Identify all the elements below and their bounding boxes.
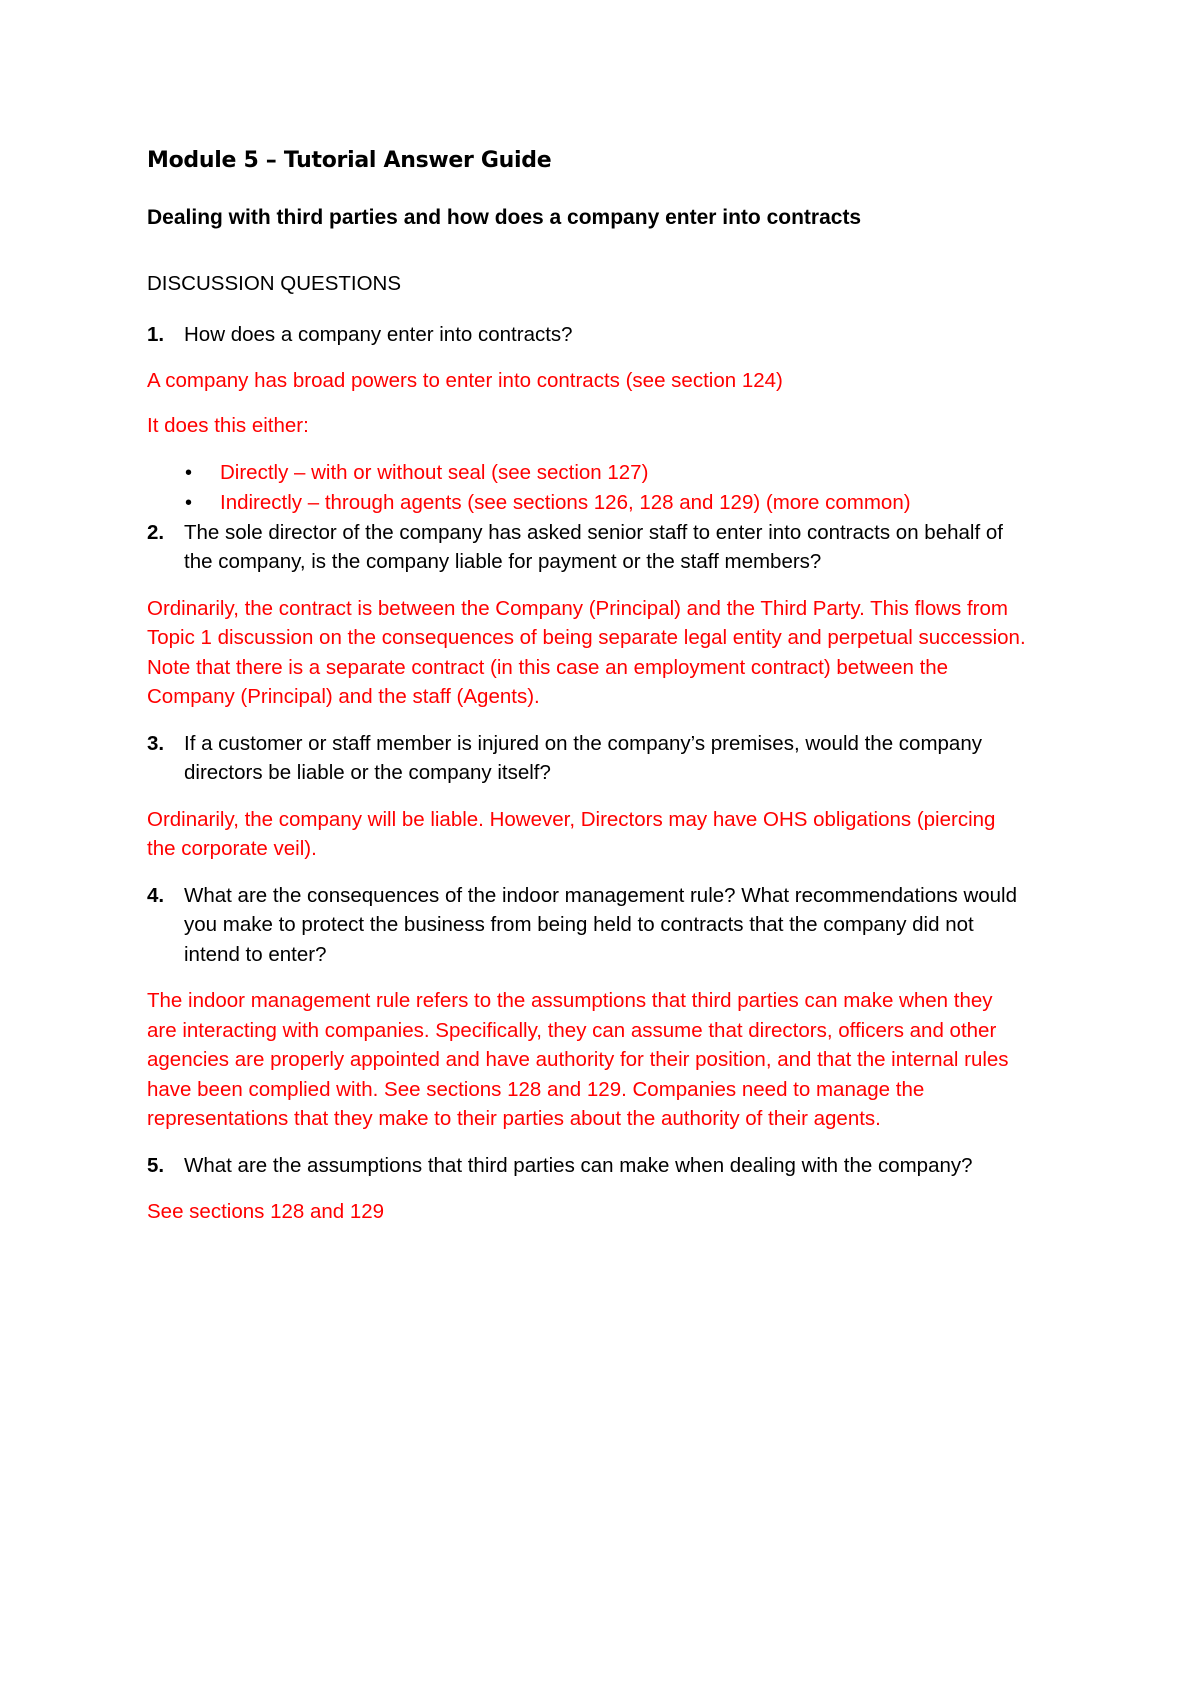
question-number: 5. [147,1153,165,1177]
question-number: 2. [147,520,165,544]
question-4 [147,881,1027,970]
question-5 [147,1151,1027,1181]
question-text: How does a company enter into contracts? [184,323,573,346]
question-text: If a customer or staff member is injured on the company’s premises, would the company directors be liable or the company itself? [184,731,982,784]
bullet-text: Directly – with or without seal (see section 127) [220,460,649,484]
question-text: What are the consequences of the indoor management rule? What recommendations would you make to protect the business from being held to contracts that the company did not intend to enter? [184,883,1018,966]
bullet-list [147,458,1027,518]
document-title: Module 5 – Tutorial Answer Guide [147,148,552,173]
question-number: 4. [147,883,165,907]
answer-4: The indoor management rule refers to the assumptions that third parties can make when they are interacting with companies. Specifically, they can assume that directors, officers and other agencies are properly appointed and have authority for their position, and that the internal rules have been complied with. See sections 128 and 129. Companies need to manage the representations that they make to their parties about the authority of their agents. [147,989,1009,1130]
bullet-icon: • [185,461,193,484]
list-item [147,458,1027,488]
document-page [147,146,1027,1227]
answer-5: See sections 128 and 129 [147,1200,385,1223]
question-1 [147,320,1027,350]
answer-1a: A company has broad powers to enter into contracts (see section 124) [147,368,783,392]
document-subtitle: Dealing with third parties and how does a company enter into contracts [147,206,862,229]
question-2 [147,518,1027,577]
question-number: 3. [147,731,165,755]
question-text: What are the assumptions that third parties can make when dealing with the company? [184,1153,973,1177]
answer-1b: It does this either: [147,414,309,437]
bullet-text: Indirectly – through agents (see sections 126, 128 and 129) (more common) [220,490,911,514]
question-3 [147,729,1027,788]
section-heading: DISCUSSION QUESTIONS [147,272,402,295]
bullet-icon: • [185,491,193,514]
question-number: 1. [147,323,165,346]
answer-3: Ordinarily, the company will be liable. However, Directors may have OHS obligations (piercing the corporate veil). [147,807,996,860]
question-text: The sole director of the company has asked senior staff to enter into contracts on behalf of the company, is the company liable for payment or the staff members? [184,520,1003,573]
list-item [147,488,1027,518]
answer-2: Ordinarily, the contract is between the Company (Principal) and the Third Party. This flows from Topic 1 discussion on the consequences of being separate legal entity and perpetual succession. Note that there is a separate contract (in this case an employment contract) between the Company (Principal) and the staff (Agents). [147,596,1026,708]
